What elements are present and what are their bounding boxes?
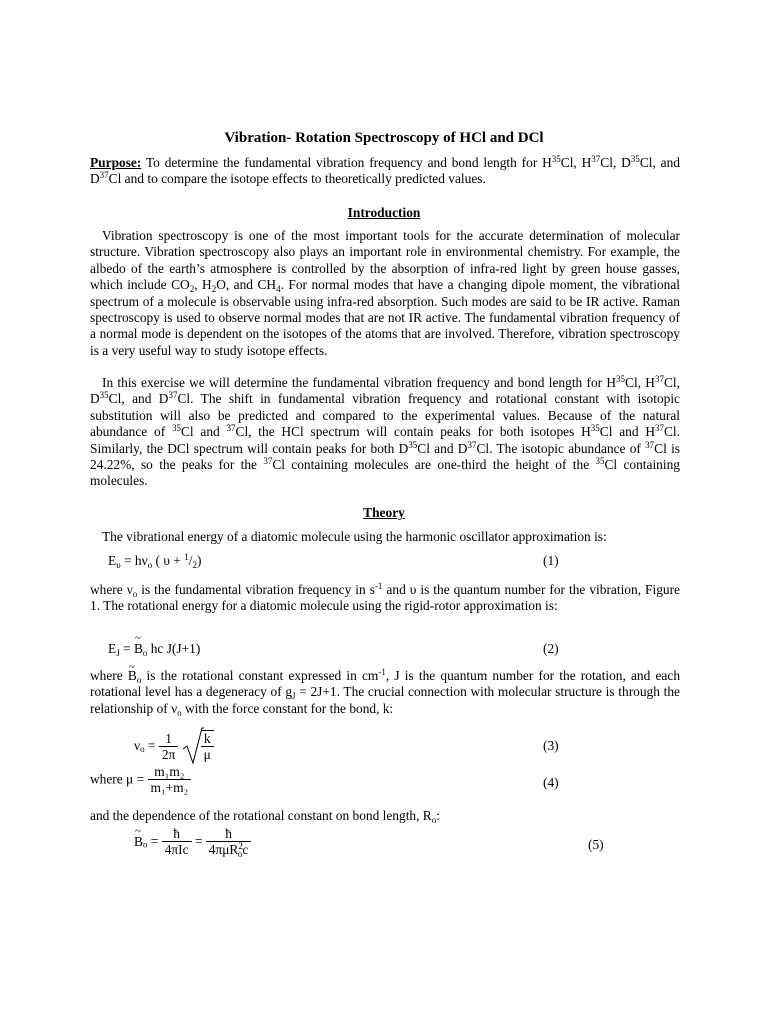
equation-4: where μ = $\frac{\text{m₁m₂}}{\text{m₁+m₂}}$ <box>90 764 191 795</box>
fraction-reduced-mass: $\frac{\text{m₁m₂}}{\text{m₁+m₂}}$ <box>148 764 192 795</box>
equation-4-number: (4) <box>543 775 559 790</box>
equation-2: $E_J$ = ~ $B_o$ hc J(J+1) <box>108 641 200 657</box>
tilde-b: ~ B <box>134 641 143 657</box>
equation-1-number: (1) <box>543 553 559 568</box>
rotation-paragraph: where ~ $B_o$ is the rotational constant expressed in $cm^{-1}$, J is the quantum number for the rotation, and each rotational level has a degeneracy of $g_J = 2J+1$. The crucial connection with molecular structure is through the relationship of $\nu_o$ with the force constant for the bond, k: <box>90 668 680 717</box>
theory-intro: The vibrational energy of a diatomic molecule using the harmonic oscillator approximation is: <box>102 529 607 544</box>
equation-3: $\nu_o$ = $\frac{1}{2\pi}$ $\frac{k}{\mu}$ <box>134 727 214 765</box>
fraction-one-over-2pi: $\frac{1}{2\pi}$ <box>159 731 178 762</box>
equation-5: ~ $B_o$ = $\frac{ħ}{\text{4πIc}}$ = $\frac{ħ}{4\pi\mu R^2_oc}$ <box>134 826 251 857</box>
document-title: Vibration- Rotation Spectroscopy of HCl and DCl <box>224 130 544 146</box>
bond-length-paragraph: and the dependence of the rotational constant on bond length, $R_o$: <box>90 808 440 825</box>
equation-3-number: (3) <box>543 738 559 753</box>
fraction-k-over-mu: $\frac{k}{\mu}$ <box>201 730 214 762</box>
fraction-hbar-over-4pi-mu-r2-c: $\frac{ħ}{4\pi\mu R^2_oc}$ <box>206 826 252 857</box>
introduction-heading: Introduction <box>347 205 421 220</box>
purpose-label: Purpose: <box>90 155 142 170</box>
square-root <box>182 727 214 765</box>
intro-paragraph-2: In this exercise we will determine the fundamental vibration frequency and bond length for $H^{35}Cl$, $H^{37}Cl$, $D^{35}Cl$, and $D^{37}Cl$. The shift in fundamental vibration frequency and rotational constant with isotopic substitution will also be predicted and compared to the experimental values. Because of the natural abundance of $^{35}$Cl and $^{37}$Cl, the HCl spectrum will contain peaks for both isotopes $H^{35}Cl$ and $H^{37}Cl$. Similarly, the DCl spectrum will contain peaks for both $D^{35}Cl$ and $D^{37}Cl$. The isotopic abundance of $^{37}$Cl is 24.22%, so the peaks for the $^{37}$Cl containing molecules are one-third the height of the $^{35}$Cl containing molecules. <box>90 374 681 489</box>
vibration-paragraph: where $\nu_o$ is the fundamental vibration frequency in $s^{-1}$ and υ is the quantum number for the vibration, Figure 1. The rotational energy for a diatomic molecule using the rigid-rotor approximation is: <box>90 581 681 614</box>
equation-2-number: (2) <box>543 641 559 656</box>
fraction-hbar-over-4pi-ic: $\frac{ħ}{\text{4πIc}}$ <box>162 826 192 857</box>
purpose-paragraph: Purpose: To determine the fundamental vibration frequency and bond length for $H^{35}Cl$, $H^{37}Cl$, $D^{35}Cl$, and $D^{37}Cl$ and to compare the isotope effects to theoretically predicted values. <box>90 154 680 187</box>
theory-heading: Theory <box>363 505 405 520</box>
equation-1: $E_\upsilon = h\nu_o$ ( $\upsilon + ^1/_2$) <box>108 552 202 570</box>
intro-paragraph-1: Vibration spectroscopy is one of the most important tools for the accurate determination of molecular structure. Vibration spectroscopy also plays an important role in environmental chemistry. For example, the albedo of the earth’s atmosphere is controlled by the absorption of infra-red light by green house gasses, which include $CO_2$, $H_2O$, and $CH_4$. For normal modes that have a changing dipole moment, the vibrational spectrum of a molecule is observable using infra-red absorption. Such modes are said to be IR active. Raman spectroscopy is used to observe normal modes that are not IR active. The fundamental vibration frequency of a normal mode is dependent on the isotopes of the atoms that are involved. Therefore, vibration spectroscopy is a very useful way to study isotope effects. <box>90 228 681 358</box>
equation-5-number: (5) <box>588 837 604 852</box>
